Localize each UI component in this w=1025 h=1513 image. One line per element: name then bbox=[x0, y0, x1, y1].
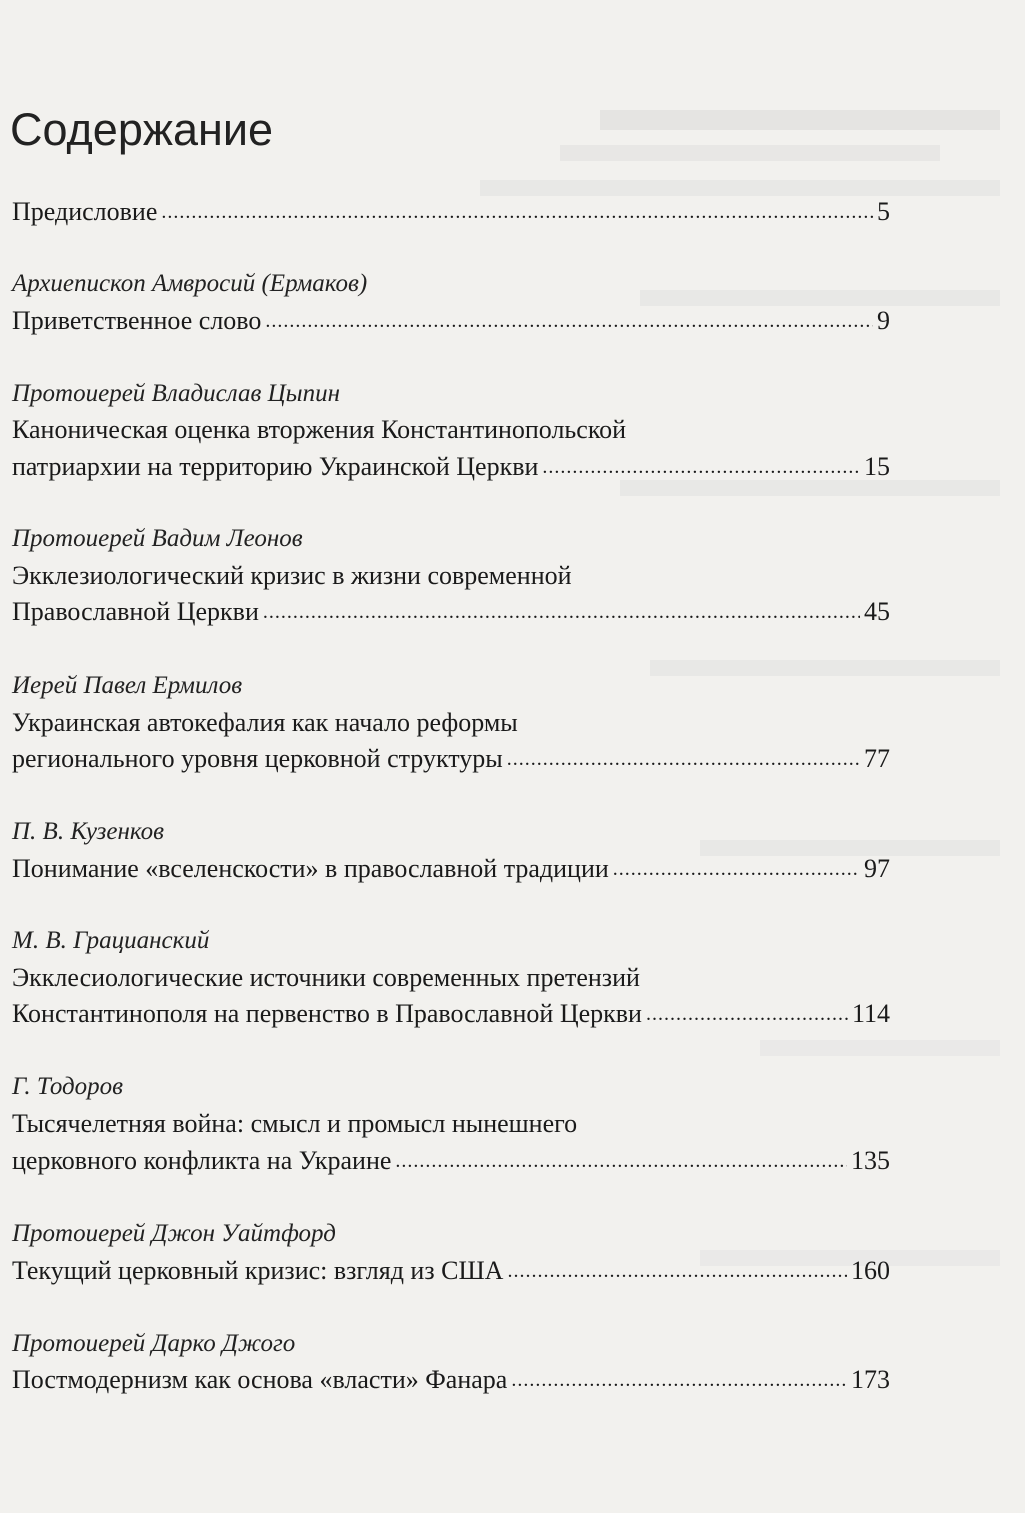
toc-page-number: 173 bbox=[851, 1365, 890, 1394]
toc-entry bbox=[12, 853, 890, 887]
toc-entry-title: Православной Церкви bbox=[12, 597, 259, 626]
toc-entry-title: церковного конфликта на Украине bbox=[12, 1146, 392, 1175]
toc-entry-author: Протоиерей Владислав Цыпин bbox=[12, 380, 340, 407]
toc-entry-author: М. В. Грацианский bbox=[12, 927, 210, 954]
toc-entry bbox=[12, 451, 890, 485]
toc-page-number: 15 bbox=[864, 452, 890, 481]
toc-entry-title: Украинская автокефалия как начало реформы bbox=[12, 708, 518, 737]
toc-page-number: 77 bbox=[864, 744, 890, 773]
toc-entry-title: Экклесиологические источники современных претензий bbox=[12, 963, 640, 992]
toc-entry bbox=[12, 1255, 890, 1289]
leader-dots bbox=[265, 303, 873, 337]
page-title: Содержание bbox=[10, 104, 273, 155]
toc-page-number: 45 bbox=[864, 597, 890, 626]
toc-entry bbox=[12, 1364, 890, 1398]
toc-entry-author: Протоиерей Вадим Леонов bbox=[12, 525, 303, 552]
toc-entry bbox=[12, 962, 890, 994]
toc-entry bbox=[12, 1145, 890, 1179]
toc-entry-title: патриархии на территорию Украинской Церкви bbox=[12, 452, 539, 481]
toc-page-number: 114 bbox=[851, 999, 890, 1028]
toc-entry-title: Приветственное слово bbox=[12, 306, 262, 335]
toc-entry-title: Каноническая оценка вторжения Константинопольской bbox=[12, 415, 627, 444]
toc-entry-title: Понимание «вселенскости» в православной традиции bbox=[12, 854, 609, 883]
toc-entry-title: Константинополя на первенство в Православной Церкви bbox=[12, 999, 642, 1028]
toc-page-number: 5 bbox=[877, 197, 890, 226]
toc-entry bbox=[12, 707, 890, 739]
bleed-through-shadow bbox=[600, 110, 1000, 130]
toc-entry bbox=[12, 743, 890, 777]
leader-dots bbox=[646, 996, 848, 1030]
bleed-through-shadow bbox=[760, 1040, 1000, 1056]
toc-entry bbox=[12, 596, 890, 630]
leader-dots bbox=[507, 741, 860, 775]
toc-entry bbox=[12, 305, 890, 339]
toc-page-number: 97 bbox=[864, 854, 890, 883]
toc-entry-title: Текущий церковный кризис: взгляд из США bbox=[12, 1256, 504, 1285]
toc-entry-author: Иерей Павел Ермилов bbox=[12, 672, 243, 699]
toc-entry-preface bbox=[12, 196, 890, 230]
leader-dots bbox=[161, 194, 873, 228]
toc-entry bbox=[12, 998, 890, 1032]
toc-entry bbox=[12, 1108, 890, 1140]
toc-entry bbox=[12, 560, 890, 592]
toc-entry-author: П. В. Кузенков bbox=[12, 818, 164, 845]
bleed-through-shadow bbox=[560, 145, 940, 161]
leader-dots bbox=[507, 1253, 847, 1287]
leader-dots bbox=[511, 1362, 847, 1396]
toc-entry bbox=[12, 414, 890, 446]
leader-dots bbox=[542, 449, 860, 483]
toc-entry-author: Протоиерей Джон Уайтфорд bbox=[12, 1220, 336, 1247]
leader-dots bbox=[263, 594, 860, 628]
leader-dots bbox=[613, 851, 860, 885]
toc-entry-title: регионального уровня церковной структуры bbox=[12, 744, 503, 773]
toc-entry-title: Тысячелетняя война: смысл и промысл нынешнего bbox=[12, 1109, 578, 1138]
toc-entry-title: Экклезиологический кризис в жизни современной bbox=[12, 561, 572, 590]
toc-entry-author: Архиепископ Амвросий (Ермаков) bbox=[12, 270, 368, 297]
bleed-through-shadow bbox=[650, 660, 1000, 676]
toc-entry-author: Г. Тодоров bbox=[12, 1073, 124, 1100]
toc-entry-title: Предисловие bbox=[12, 197, 158, 226]
toc-page-number: 9 bbox=[877, 306, 890, 335]
toc-entry-author: Протоиерей Дарко Джого bbox=[12, 1330, 296, 1357]
toc-page-number: 135 bbox=[851, 1146, 890, 1175]
leader-dots bbox=[395, 1143, 847, 1177]
toc-page-number: 160 bbox=[851, 1256, 890, 1285]
toc-entry-title: Постмодернизм как основа «власти» Фанара bbox=[12, 1365, 508, 1394]
